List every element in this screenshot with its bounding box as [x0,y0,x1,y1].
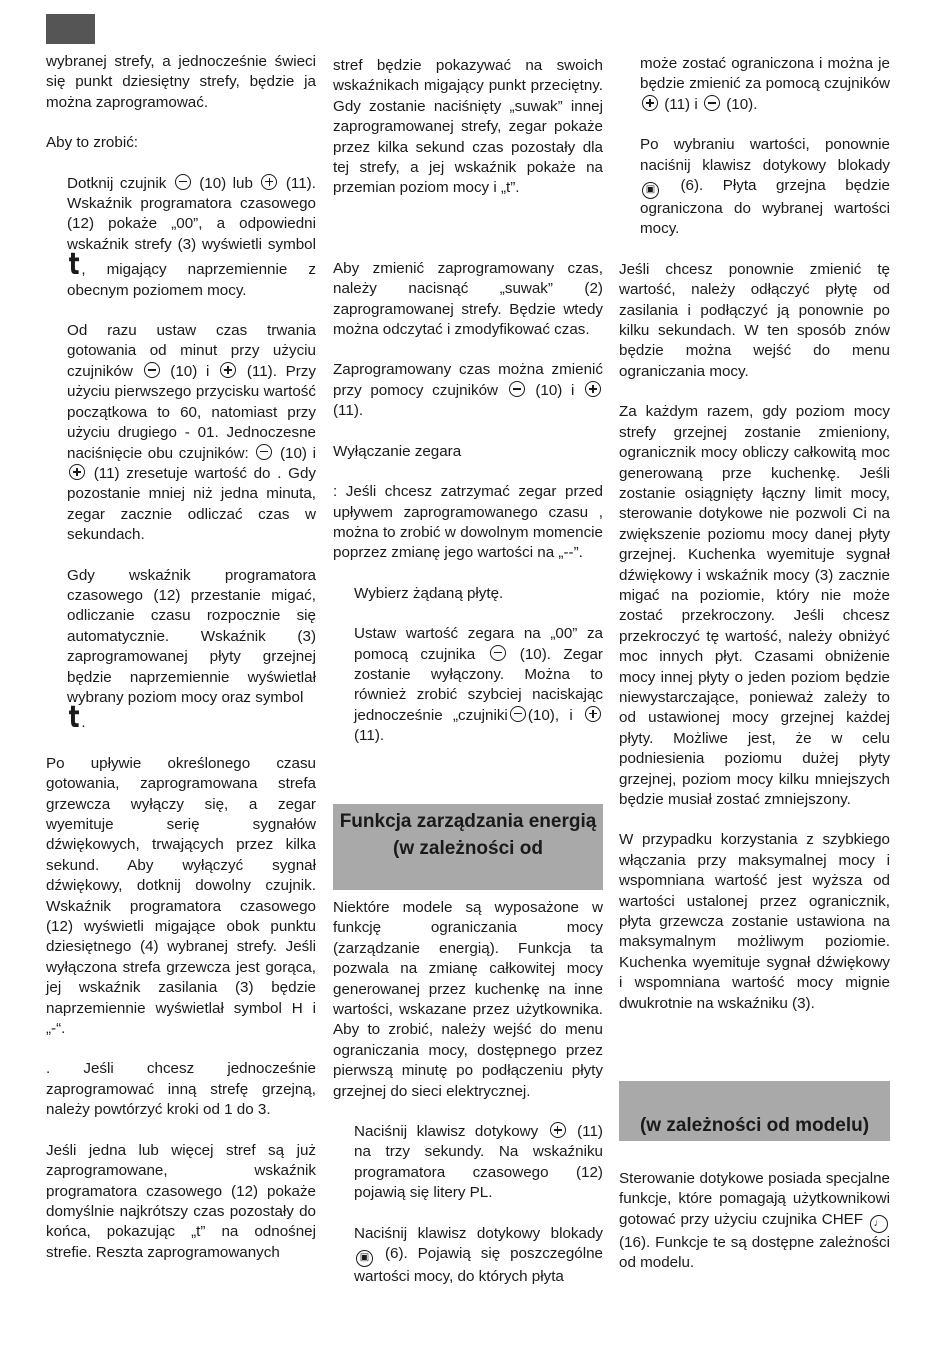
lock-sensor-icon: ▣ [642,182,659,199]
minus-sensor-icon [490,645,506,661]
paragraph: Po upływie określonego czasu gotowania, zaprogramowana strefa grzewcza wyłączy się, a zegar wyemituje serię sygnałów dźwiękowych, trwających przez kilka sekund. Aby wyłączyć sygnał dźwiękowy, dotknij dowolny czujnik. Wskaźnik programatora czasowego (12) wyświetli migające obok punktu dziesiętnego (4) wybranej strefy. Jeśli wyłączona strefa grzewcza jest gorąca, jej wskaźnik zasilania (3) będzie naprzemiennie wyświetlał symbol H i „-“. [46,754,316,1038]
paragraph: W przypadku korzystania z szybkiego włączania przy maksymalnej mocy i wspomniana wartość jest wyższa od wartości ustalonej przez ogranicznik, płyta grzewcza zostanie ustawiona na maksymalnym możliwym poziomie. Kuchenka wyemituje sygnał dźwiękowy i wspomniana wartość mocy mignie dwukrotnie na wskaźniku (3). [619,831,890,1012]
section-subtitle: Wyłączanie zegara [333,442,462,460]
column-1 [46,52,316,1263]
paragraph: Jeśli jedna lub więcej stref są już zaprogramowane, wskaźnik programatora czasowego (12) pokaże domyślnie najkrótszy czas pozostały do końca, pokazując „t” na odnośnej strefie. Reszta zaprogramowanych [46,1141,316,1261]
column-2-lower [333,898,603,1288]
chef-sensor-icon: ♩ [870,1215,888,1233]
instruction-step: Dotknij czujnik (10) lub (11). Wskaźnik programatora czasowego (12) pokaże „00”, a odpowiedni wskaźnik strefy (3) wyświetli symbol t , migający naprzemiennie z obecnym poziomem mocy. [67,174,316,299]
paragraph: wybranej strefy, a jednocześnie świeci się punkt dziesiętny strefy, będzie ja można zaprogramować. [46,53,316,111]
instruction-step: Wybierz żądaną płytę. [354,584,504,602]
lock-sensor-icon: ▣ [356,1250,373,1267]
section-heading-energy-management: Funkcja zarządzania energią (w zależności od [333,804,603,890]
paragraph: Zaprogramowany czas można zmienić przy pomocy czujników (10) i (11). [333,361,603,420]
paragraph: : Jeśli chcesz zatrzymać zegar przed upływem zaprogramowanego czasu , można to zrobić w dowolnym momencie poprzez zmianę jego wartości na „--”. [333,483,603,562]
instruction-step: Gdy wskaźnik programatora czasowego (12) przestanie migać, odliczanie czasu rozpocznie się automatycznie. Wskaźnik (3) zaprogramowanej płyty grzejnej będzie naprzemiennie wyświetlał wybrany poziom mocy oraz symbol t . [67,566,316,736]
instruction-step: Naciśnij klawisz dotykowy (11) na trzy sekundy. Na wskaźniku programatora czasowego (12) pojawią się litery PL. [354,1123,603,1202]
page-tab-marker [46,14,95,44]
instruction-step: może zostać ograniczona i można je będzie zmienić za pomocą czujników (11) i (10). [640,55,890,113]
plus-sensor-icon [69,464,85,480]
plus-sensor-icon [642,95,658,111]
paragraph: Aby to zrobić: [46,134,139,152]
paragraph: Jeśli chcesz ponownie zmienić tę wartość, należy odłączyć płytę od zasilania i podłączyć ją ponownie po kilku sekundach. W ten sposób znów będzie można wejść do menu ograniczania mocy. [619,260,890,380]
minus-sensor-icon [144,362,160,378]
column-2 [333,56,603,747]
plus-sensor-icon [220,362,236,378]
instruction-step: Naciśnij klawisz dotykowy blokady ▣ (6). Pojawią się poszczególne wartości mocy, do których płyta [354,1224,603,1286]
minus-sensor-icon [256,444,272,460]
paragraph: Niektóre modele są wyposażone w funkcję ograniczania mocy (zarządzanie energią). Funkcja ta pozwala na zmianę całkowitej mocy generowanej przez kuchenkę na inne wartości, wskazane przez użytkownika. Aby to zrobić, należy wejść do menu ograniczania mocy, dostępnego przez pierwszą minutę po podłączeniu płyty grzejnej do sieci elektrycznej. [333,899,603,1100]
minus-sensor-icon [509,381,525,397]
instruction-step: Po wybraniu wartości, ponownie naciśnij klawisz dotykowy blokady ▣ (6). Płyta grzejna będzie ograniczona do wybranej wartości mocy. [640,136,890,238]
paragraph: Sterowanie dotykowe posiada specjalne funkcje, które pomagają użytkownikowi gotować przy użyciu czujnika CHEF ♩ (16). Funkcje te są dostępne zależności od modelu. [619,1170,890,1272]
plus-sensor-icon [585,706,601,722]
paragraph: Za każdym razem, gdy poziom mocy strefy grzejnej zostanie zmieniony, ogranicznik mocy obliczy całkowitą moc generowaną prze kuchenkę. Jeśli zostanie osiągnięty łączny limit mocy, sterowanie dotykowe nie pozwoli Ci na zwiększenie poziomu mocy danej płyty grzejnej. Kuchenka wyemituje sygnał dźwiękowy i wskaźnik mocy (3) zacznie migać na poziomie, który nie może zostać przekroczony. Jeśli chcesz przekroczyć tę wartość, należy obniżyć moc innych płyt. Czasami obniżenie mocy innej płyty o jeden poziom będzie niewystarczające, ponieważ zależy to od ustawionej mocy grzejnej każdej płyty. Możliwe jest, że w celu podniesienia poziomu dużej płyty grzejnej, poziom mocy kilku mniejszych będzie musiał zostać zmniejszony. [619,403,890,808]
paragraph: . Jeśli chcesz jednocześnie zaprogramować inną strefę grzejną, należy powtórzyć kroki od 1 do 3. [46,1060,316,1119]
instruction-step: Ustaw wartość zegara na „00” za pomocą czujnika (10). Zegar zostanie wyłączony. Można to również zrobić szybciej naciskając jednocześnie „czujniki (10), i (11). [354,625,603,745]
timer-t-symbol-icon: t [68,700,80,736]
minus-sensor-icon [175,174,191,190]
minus-sensor-icon [704,95,720,111]
paragraph: stref będzie pokazywać na swoich wskaźnikach migający punkt przeciętny. Gdy zostanie naciśnięty „suwak” innej zaprogramowanej strefy, zegar pokaże przez kilka sekund czas pozostały dla tej strefy, a jej wskaźnik pokaże na przemian poziom mocy i „t”. [333,57,603,197]
column-3 [619,54,890,1014]
plus-sensor-icon [550,1122,566,1138]
minus-sensor-icon [510,706,526,722]
instruction-step: Od razu ustaw czas trwania gotowania od minut przy użyciu czujników (10) i (11). Przy użyciu pierwszego przycisku wartość początkowa to 60, natomiast przy użyciu drugiego - 01. Jednoczesne naciśnięcie obu czujników: (10) i (11) zresetuje wartość do . Gdy pozostanie mniej niż jedna minuta, zegar zacznie odliczać czas w sekundach. [67,322,316,544]
column-3-lower [619,1169,890,1274]
timer-t-symbol-icon: t [68,247,80,283]
plus-sensor-icon [261,174,277,190]
section-heading-chef-functions: (w zależności od modelu) [619,1081,890,1141]
paragraph: Aby zmienić zaprogramowany czas, należy nacisnąć „suwak” (2) zaprogramowanej strefy. Będzie wtedy można odczytać i zmodyfikować czas. [333,259,603,339]
plus-sensor-icon [585,381,601,397]
